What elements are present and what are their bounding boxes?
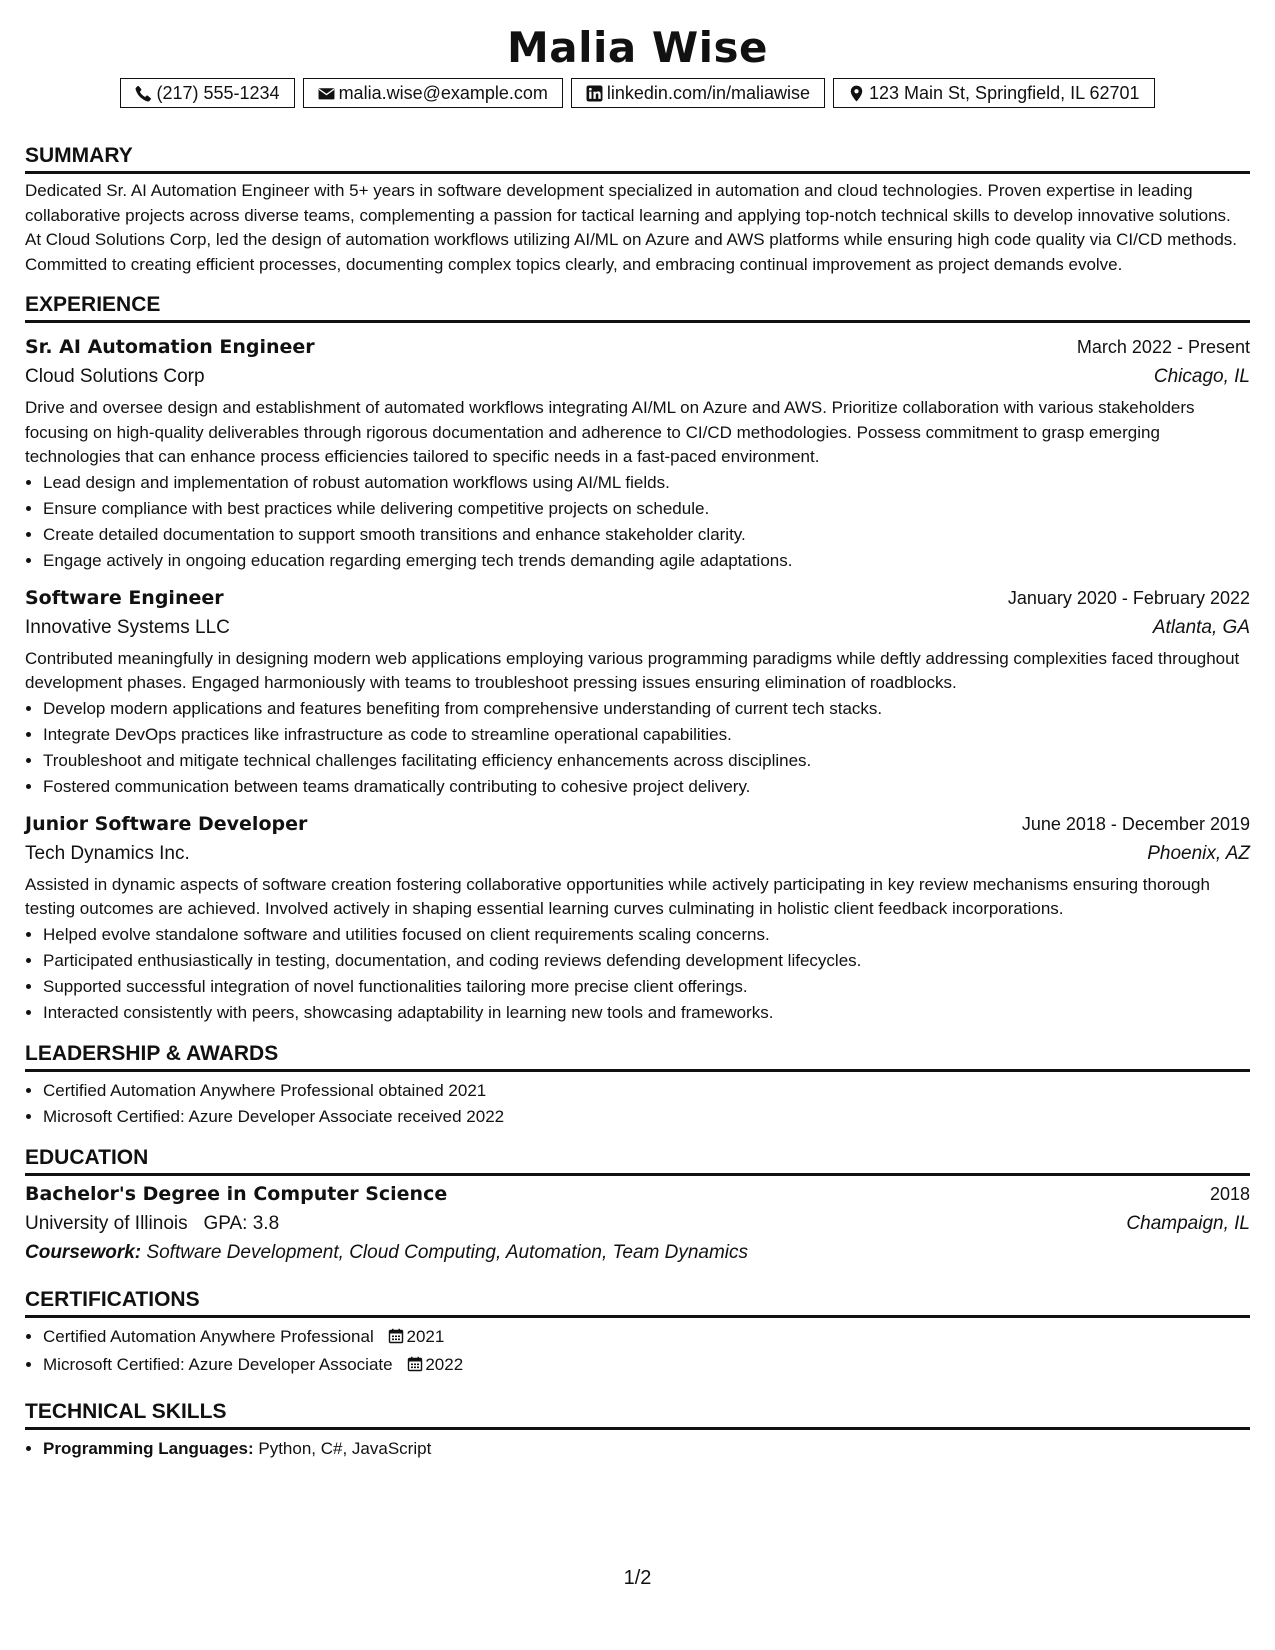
- list-item: • Fostered communication between teams dramatically contributing to cohesive project delivery.: [43, 774, 1250, 800]
- job-location: Chicago, IL: [1153, 366, 1250, 387]
- list-item: • Develop modern applications and features benefiting from comprehensive understanding of current tech stacks.: [43, 696, 1250, 722]
- list-item: • Create detailed documentation to support smooth transitions and enhance stakeholder clarity.: [43, 522, 1250, 548]
- job-description: Contributed meaningfully in designing modern web applications employing various programming paradigms while deftly addressing complexities faced throughout development phases. Engaged harmoniously with teams to troubleshoot pressing issues ensuring elimination of roadblocks.: [25, 648, 1240, 692]
- section-title-summary: SUMMARY: [25, 142, 1250, 174]
- certifications-section: [25, 1286, 1250, 1380]
- list-item: • Ensure compliance with best practices while delivering competitive projects on schedule.: [43, 496, 1250, 522]
- job-dates: March 2022 - Present: [1076, 337, 1250, 357]
- section-title-skills: TECHNICAL SKILLS: [25, 1398, 1250, 1430]
- gpa: GPA: 3.8: [203, 1212, 280, 1234]
- address-contact: [833, 78, 1155, 108]
- list-item: • Engage actively in ongoing education regarding emerging tech trends demanding agile adaptations.: [43, 548, 1250, 574]
- calendar-icon: [407, 1354, 423, 1380]
- certifications-list: [25, 1324, 1250, 1380]
- leadership-section: [25, 1040, 1250, 1130]
- email-contact[interactable]: [303, 78, 563, 108]
- job-bullets: [25, 922, 1250, 1026]
- linkedin-text: linkedin.com/in/maliawise: [606, 83, 810, 103]
- school-name: University of Illinois: [25, 1212, 188, 1234]
- job-bullets: [25, 696, 1250, 800]
- job-entry: [25, 331, 1250, 574]
- job-description: Assisted in dynamic aspects of software creation fostering collaborative opportunities while actively participating in key review mechanisms ensuring thorough testing outcomes are achieved. Involved actively in shaping essential learning curves culminating in holistic client feedback incorporations.: [25, 874, 1210, 918]
- summary-text: Dedicated Sr. AI Automation Engineer with 5+ years in software development specialized in automation and cloud technologies. Proven expertise in leading collaborative projects across diverse teams, complementing a passion for tactical learning and applying top-notch technical skills to develop innovative solutions. At Cloud Solutions Corp, led the design of automation workflows utilizing AI/ML on Azure and AWS platforms while ensuring high code quality via CI/CD methods. Committed to creating efficient processes, documenting complex topics clearly, and embracing continual improvement as project demands evolve.: [25, 181, 1238, 274]
- phone-contact[interactable]: [120, 78, 294, 108]
- job-location: Phoenix, AZ: [1147, 842, 1250, 864]
- list-item: • Supported successful integration of novel functionalities tailoring more precise client offerings.: [43, 974, 1250, 1000]
- job-dates: January 2020 - February 2022: [1007, 587, 1250, 608]
- email-text: malia.wise@example.com: [338, 83, 548, 103]
- school-info: [25, 1210, 279, 1238]
- section-title-experience: EXPERIENCE: [25, 291, 1250, 323]
- list-item: • Interacted consistently with peers, showcasing adaptability in learning new tools and frameworks.: [43, 1000, 1250, 1026]
- job-description: Drive and oversee design and establishment of automated workflows integrating AI/ML on Azure and AWS. Prioritize collaboration with various stakeholders focusing on high-quality deliverables through rigorous documentation and adherence to CI/CD methodologies. Possess commitment to grasp emerging technologies that can enhance process efficiencies tailored to specific needs in a fast-paced environment.: [25, 398, 1195, 466]
- skills-section: [25, 1398, 1250, 1462]
- job-title: Junior Software Developer: [25, 812, 308, 835]
- candidate-name: Malia Wise: [506, 23, 769, 72]
- list-item: • Participated enthusiastically in testing, documentation, and coding reviews defending development lifecycles.: [43, 948, 1250, 974]
- skill-category: Programming Languages:: [43, 1438, 254, 1458]
- list-item: • Certified Automation Anywhere Professional obtained 2021: [43, 1078, 1250, 1104]
- linkedin-icon: [586, 85, 603, 102]
- list-item: • Microsoft Certified: Azure Developer Associate received 2022: [43, 1104, 1250, 1130]
- school-location: Champaign, IL: [1126, 1212, 1250, 1234]
- page-number: 1/2: [623, 1567, 652, 1589]
- list-item: • Troubleshoot and mitigate technical challenges facilitating efficiency enhancements across disciplines.: [43, 748, 1250, 774]
- coursework-label: Coursework:: [25, 1241, 142, 1263]
- section-title-leadership: LEADERSHIP & AWARDS: [25, 1040, 1250, 1072]
- phone-text: (217) 555-1234: [156, 83, 280, 103]
- experience-section: [25, 291, 1250, 1026]
- cert-year: 2022: [425, 1354, 464, 1374]
- list-item: [43, 1352, 1250, 1380]
- list-item: • Integrate DevOps practices like infrastructure as code to streamline operational capabilities.: [43, 722, 1250, 748]
- calendar-icon: [388, 1326, 404, 1352]
- education-section: [25, 1144, 1250, 1268]
- summary-section: [25, 142, 1250, 277]
- section-title-certifications: CERTIFICATIONS: [25, 1286, 1250, 1318]
- job-title: Software Engineer: [25, 586, 224, 609]
- phone-icon: [135, 85, 152, 102]
- cert-name: Certified Automation Anywhere Professional: [43, 1326, 374, 1346]
- list-item: • Helped evolve standalone software and utilities focused on client requirements scaling concerns.: [43, 922, 1250, 948]
- address-text: 123 Main St, Springfield, IL 62701: [869, 83, 1140, 103]
- job-title: Sr. AI Automation Engineer: [25, 336, 315, 358]
- leadership-list: [25, 1078, 1250, 1130]
- coursework: [25, 1238, 1250, 1268]
- job-bullets: [25, 470, 1250, 574]
- list-item: [43, 1436, 1250, 1462]
- section-title-education: EDUCATION: [25, 1144, 1250, 1176]
- map-pin-icon: [848, 85, 865, 102]
- linkedin-contact[interactable]: [571, 78, 825, 108]
- skill-values: Python, C#, JavaScript: [258, 1438, 432, 1458]
- list-item: [43, 1324, 1250, 1352]
- contact-bar: [25, 78, 1250, 108]
- job-entry: [25, 582, 1250, 800]
- list-item: • Lead design and implementation of robust automation workflows using AI/ML fields.: [43, 470, 1250, 496]
- envelope-icon: [318, 85, 335, 102]
- job-location: Atlanta, GA: [1152, 616, 1250, 638]
- cert-name: Microsoft Certified: Azure Developer Associate: [43, 1354, 393, 1374]
- skills-list: [25, 1436, 1250, 1462]
- job-entry: [25, 808, 1250, 1026]
- coursework-list: Software Development, Cloud Computing, Automation, Team Dynamics: [146, 1241, 749, 1263]
- degree-title: Bachelor's Degree in Computer Science: [25, 1182, 448, 1205]
- company-name: Cloud Solutions Corp: [25, 366, 205, 387]
- cert-year: 2021: [406, 1326, 445, 1346]
- graduation-year: 2018: [1209, 1183, 1250, 1204]
- resume-page: [25, 0, 1250, 1462]
- company-name: Tech Dynamics Inc.: [25, 842, 190, 864]
- company-name: Innovative Systems LLC: [25, 616, 230, 638]
- job-dates: June 2018 - December 2019: [1021, 813, 1250, 834]
